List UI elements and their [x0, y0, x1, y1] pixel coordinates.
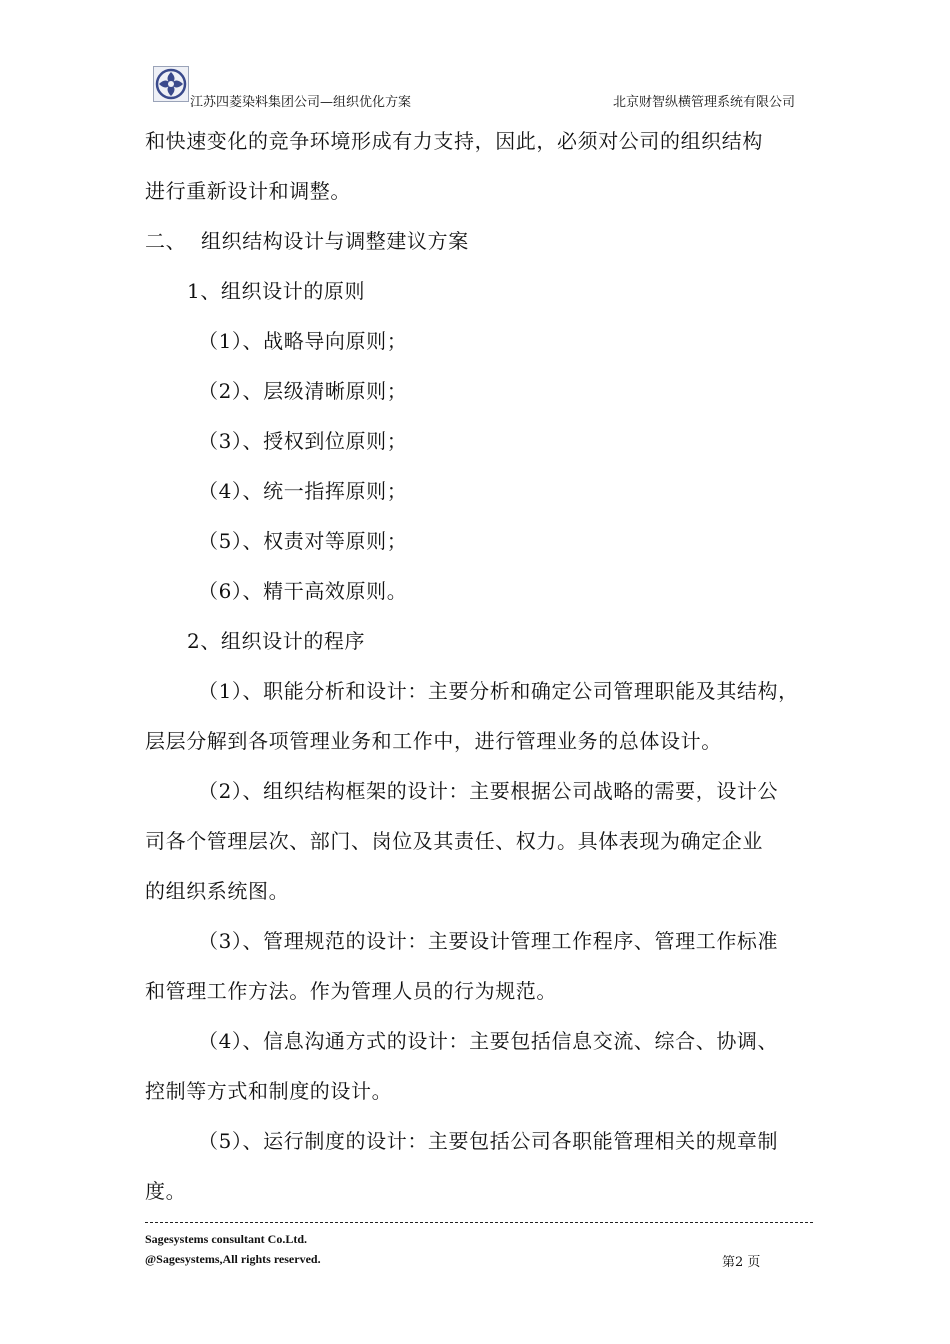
procedure-line: （3）、管理规范的设计：主要设计管理工作程序、管理工作标准	[198, 929, 779, 953]
principle-item: （6）、精干高效原则。	[198, 579, 408, 603]
footer-copyright: @Sagesystems,All rights reserved.	[145, 1252, 321, 1266]
procedure-line: 控制等方式和制度的设计。	[145, 1079, 393, 1103]
footer-divider	[145, 1222, 813, 1223]
principle-item: （3）、授权到位原则；	[198, 429, 408, 453]
principle-item: （4）、统一指挥原则；	[198, 479, 408, 503]
header-document-title: 江苏四菱染料集团公司—组织优化方案	[190, 95, 412, 110]
procedure-line: 层层分解到各项管理业务和工作中，进行管理业务的总体设计。	[145, 729, 722, 753]
footer-company: Sagesystems consultant Co.Ltd.	[145, 1232, 308, 1246]
procedure-line: （5）、运行制度的设计：主要包括公司各职能管理相关的规章制	[198, 1129, 779, 1153]
principle-item: （5）、权责对等原则；	[198, 529, 408, 553]
principle-item: （1）、战略导向原则；	[198, 329, 408, 353]
procedure-line: 司各个管理层次、部门、岗位及其责任、权力。具体表现为确定企业	[145, 829, 763, 853]
paragraph-line: 和快速变化的竞争环境形成有力支持，因此，必须对公司的组织结构	[145, 129, 763, 153]
company-logo	[153, 66, 189, 102]
section-number: 二、	[145, 229, 187, 253]
procedure-line: 和管理工作方法。作为管理人员的行为规范。	[145, 979, 557, 1003]
subsection-heading: 1、组织设计的原则	[187, 279, 366, 303]
procedure-line: （2）、组织结构框架的设计：主要根据公司战略的需要，设计公	[198, 779, 779, 803]
document-body	[145, 116, 810, 1216]
page-number: 第2 页	[722, 1255, 761, 1270]
procedure-line: （4）、信息沟通方式的设计：主要包括信息交流、综合、协调、	[198, 1029, 779, 1053]
principle-item: （2）、层级清晰原则；	[198, 379, 408, 403]
procedure-line: 度。	[145, 1179, 187, 1203]
section-heading	[145, 216, 810, 266]
procedure-line: （1）、职能分析和设计：主要分析和确定公司管理职能及其结构，	[198, 679, 799, 703]
paragraph-line: 进行重新设计和调整。	[145, 179, 351, 203]
header-company-name: 北京财智纵横管理系统有限公司	[612, 95, 795, 110]
subsection-heading: 2、组织设计的程序	[187, 629, 366, 653]
section-title: 组织结构设计与调整建议方案	[201, 229, 469, 253]
procedure-line: 的组织系统图。	[145, 879, 290, 903]
